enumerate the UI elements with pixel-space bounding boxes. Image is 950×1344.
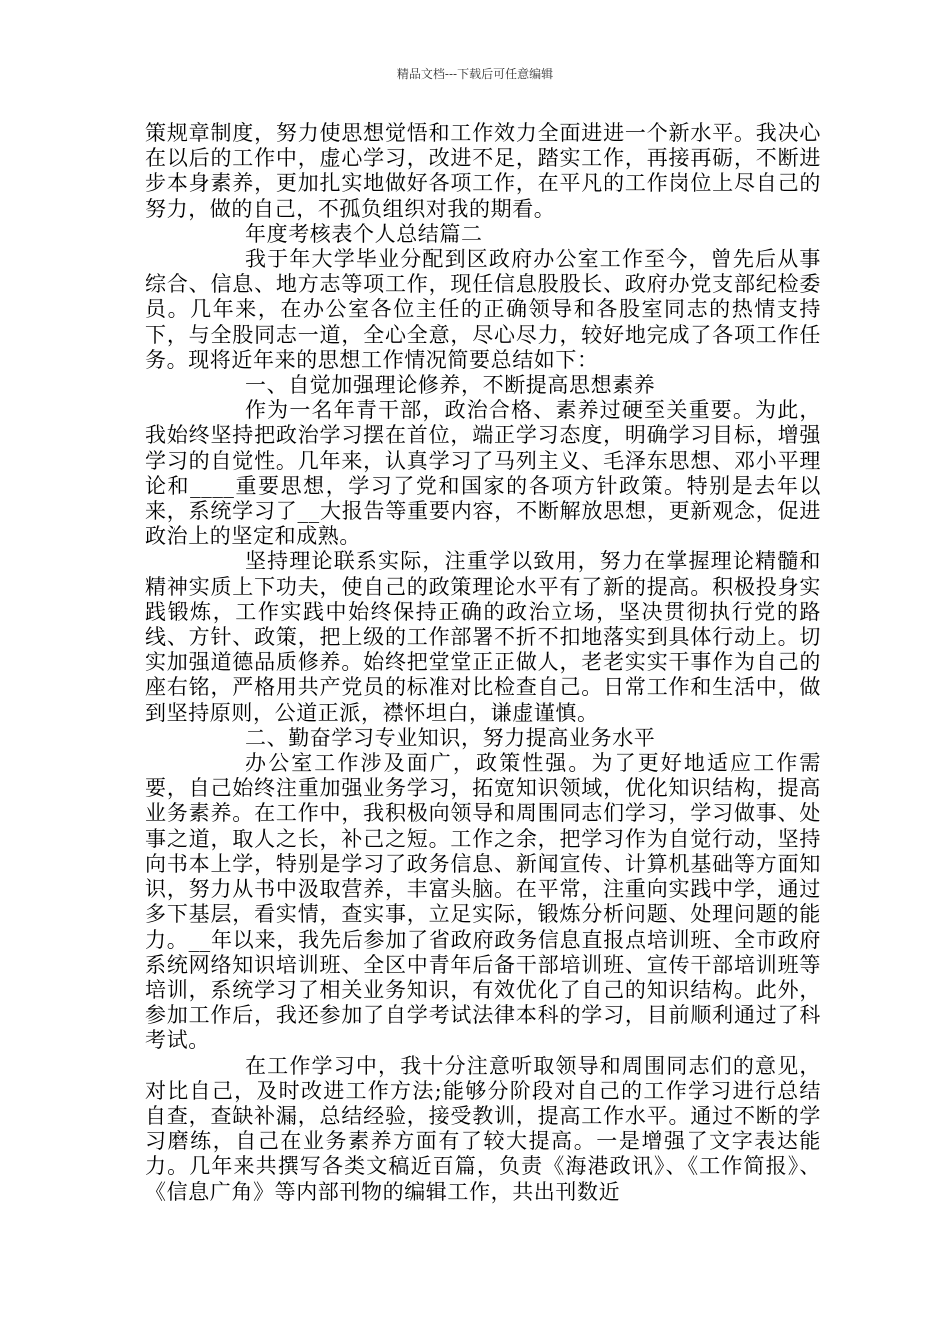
heading-one: 一、自觉加强理论修养，不断提高思想素养 [245, 373, 656, 398]
paragraph-intro: 我于年大学毕业分配到区政府办公室工作至今，曾先后从事综合、信息、地方志等项工作，现任信息股股长、政府办党支部纪检委员。几年来，在办公室各位主任的正确领导和各股室同志的热情支持下，与全股同志一道，全心全意，尽心尽力，较好地完成了各项工作任务。现将近年来的思想工作情况简要总结如下： [145, 247, 821, 372]
paragraph-theory-practice: 坚持理论联系实际，注重学以致用，努力在掌握理论精髓和精神实质上下功夫，使自己的政策理论水平有了新的提高。积极投身实践锻炼，工作实践中始终保持正确的政治立场，坚决贯彻执行党的路线、方针、政策，把上级的工作部署不折不扣地落实到具体行动上。切实加强道德品质修养。始终把堂堂正正做人，老老实实干事作为自己的座右铭，严格用共产党员的标准对比检查自己。日常工作和生活中，做到坚持原则，公道正派，襟怀坦白，谦虚谨慎。 [145, 549, 821, 725]
document-body [145, 121, 821, 1205]
heading-two: 二、勤奋学习专业知识，努力提高业务水平 [245, 725, 656, 750]
paragraph-professional-study: 办公室工作涉及面广，政策性强。为了更好地适应工作需要，自己始终注重加强业务学习，拓宽知识领域，优化知识结构，提高业务素养。在工作中，我积极向领导和周围同志们学习，学习做事、处事之道，取人之长，补己之短。工作之余，把学习作为自觉行动，坚持向书本上学，特别是学习了政务信息、新闻宣传、计算机基础等方面知识，努力从书中汲取营养，丰富头脑。在平常，注重向实践中学，通过多下基层，看实情，查实事，立足实际，锻炼分析问题、处理问题的能力。__年以来，我先后参加了省政府政务信息直报点培训班、全市政府系统网络知识培训班、全区中青年后备干部培训班、宣传干部培训班等培训，系统学习了相关业务知识，有效优化了自己的知识结构。此外，参加工作后，我还参加了自学考试法律本科的学习，目前顺利通过了科考试。 [145, 751, 821, 1053]
paragraph-political-study: 作为一名年青干部，政治合格、素养过硬至关重要。为此，我始终坚持把政治学习摆在首位，端正学习态度，明确学习目标，增强学习的自觉性。几年来，认真学习了马列主义、毛泽东思想、邓小平理论和____重要思想，学习了党和国家的各项方针政策。特别是去年以来，系统学习了__大报告等重要内容，不断解放思想，更新观念，促进政治上的坚定和成熟。 [145, 398, 821, 549]
section-title-part-two: 年度考核表个人总结篇二 [245, 221, 483, 246]
paragraph-work-improvement: 在工作学习中，我十分注意听取领导和周围同志们的意见，对比自己，及时改进工作方法;能够分阶段对自己的工作学习进行总结自查，查缺补漏，总结经验，接受教训，提高工作水平。通过不断的学习磨练，自己在业务素养方面有了较大提高。一是增强了文字表达能力。几年来共撰写各类文稿近百篇，负责《海港政讯》、《工作简报》、《信息广角》等内部刊物的编辑工作，共出刊数近 [145, 1053, 821, 1204]
page-header: 精品文档---下载后可任意编辑 [396, 67, 554, 81]
paragraph-continued: 策规章制度，努力使思想觉悟和工作效力全面进进一个新水平。我决心在以后的工作中，虚心学习，改进不足，踏实工作，再接再砺，不断进步本身素养，更加扎实地做好各项工作，在平凡的工作岗位上尽自己的努力，做的自己，不孤负组织对我的期看。 [145, 121, 821, 221]
